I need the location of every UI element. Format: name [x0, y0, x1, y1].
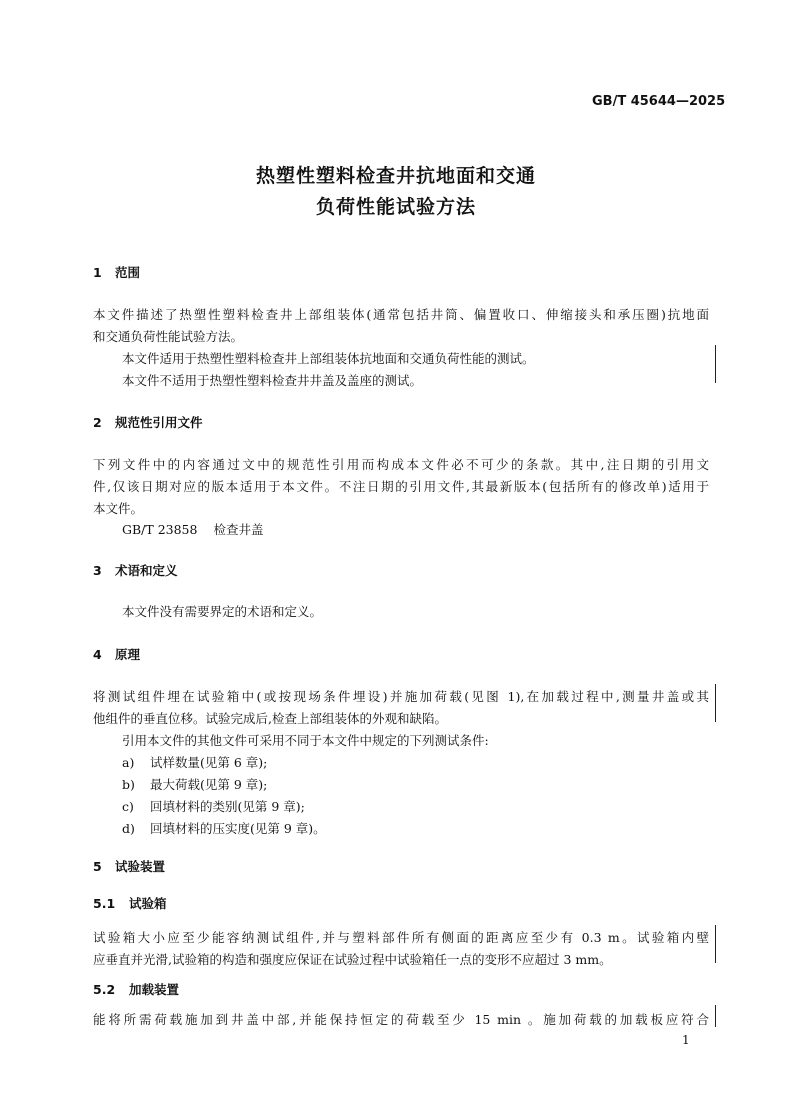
section-5-heading: [93, 857, 165, 875]
revision-change-bar: [715, 1005, 716, 1027]
page-number: 1: [682, 1033, 690, 1047]
list-item-text: 回填材料的类别(见第 9 章);: [150, 799, 305, 814]
section-1-paragraph-2: 本文件适用于热塑性塑料检查井上部组装体抗地面和交通负荷性能的测试。: [122, 351, 535, 366]
section-number: 5: [93, 859, 102, 874]
list-item: [122, 775, 267, 793]
subsection-5-1-paragraph-line-2: 应垂直并光滑,试验箱的构造和强度应保证在试验过程中试验箱任一点的变形不应超过 3 mm。: [93, 952, 612, 967]
subsection-number: 5.1: [93, 896, 116, 911]
reference-title: 检查井盖: [213, 522, 264, 537]
list-item: [122, 797, 305, 815]
section-title: 规范性引用文件: [115, 415, 203, 430]
section-1-paragraph-1-line-2: 和交通负荷性能试验方法。: [93, 329, 244, 344]
subsection-title: 加载装置: [129, 982, 180, 997]
list-item-label: a): [122, 755, 135, 770]
section-2-paragraph-line-2: 件,仅该日期对应的版本适用于本文件。不注日期的引用文件,其最新版本(包括所有的修改单)适用于: [93, 479, 709, 494]
subsection-5-1-heading: [93, 894, 167, 912]
subsection-5-2-heading: [93, 980, 179, 998]
section-title: 术语和定义: [115, 563, 178, 578]
section-1-paragraph-3: 本文件不适用于热塑性塑料检查井井盖及盖座的测试。: [122, 373, 423, 388]
subsection-5-1-paragraph-line-1: 试验箱大小应至少能容纳测试组件,并与塑料部件所有侧面的距离应至少有 0.3 m。试验箱内壁: [93, 930, 709, 945]
section-2-paragraph-line-3: 本文件。: [93, 501, 144, 516]
section-4-paragraph-1-line-2: 他组件的垂直位移。试验完成后,检查上部组装体的外观和缺陷。: [93, 711, 447, 726]
section-4-paragraph-2: 引用本文件的其他文件可采用不同于本文件中规定的下列测试条件:: [122, 733, 489, 748]
section-2-paragraph-line-1: 下列文件中的内容通过文中的规范性引用而构成本文件必不可少的条款。其中,注日期的引用文: [93, 457, 709, 472]
subsection-number: 5.2: [93, 982, 116, 997]
list-item-label: d): [122, 821, 135, 836]
subsection-title: 试验箱: [129, 896, 167, 911]
subsection-5-2-paragraph-line-1: 能将所需荷载施加到井盖中部,并能保持恒定的荷载至少 15 min 。施加荷载的加载板应符合: [93, 1012, 709, 1027]
list-item-text: 试样数量(见第 6 章);: [150, 755, 268, 770]
revision-change-bar: [715, 684, 716, 722]
section-3-heading: [93, 561, 178, 579]
document-title-line-2: 负荷性能试验方法: [315, 196, 476, 218]
section-2-heading: [93, 413, 203, 431]
section-3-paragraph: 本文件没有需要界定的术语和定义。: [122, 604, 323, 619]
section-title: 范围: [115, 265, 141, 280]
section-4-paragraph-1-line-1: 将测试组件埋在试验箱中(或按现场条件埋设)并施加荷载(见图 1),在加载过程中,测量井盖或其: [93, 689, 709, 704]
section-1-heading: [93, 263, 140, 281]
section-number: 4: [93, 647, 102, 662]
section-title: 试验装置: [115, 859, 166, 874]
reference-code: GB/T 23858: [122, 522, 198, 537]
list-item-label: b): [122, 777, 135, 792]
section-title: 原理: [115, 647, 141, 662]
section-number: 1: [93, 265, 102, 280]
list-item-text: 回填材料的压实度(见第 9 章)。: [150, 821, 326, 836]
list-item-text: 最大荷载(见第 9 章);: [150, 777, 268, 792]
standard-code: GB/T 45644—2025: [592, 94, 726, 109]
revision-change-bar: [715, 345, 716, 383]
list-item-label: c): [122, 799, 134, 814]
section-number: 2: [93, 415, 102, 430]
normative-reference: [122, 520, 263, 538]
list-item: [122, 753, 267, 771]
revision-change-bar: [715, 925, 716, 963]
section-number: 3: [93, 563, 102, 578]
document-title-line-1: 热塑性塑料检查井抗地面和交通: [255, 165, 536, 187]
list-item: [122, 819, 326, 837]
section-4-heading: [93, 645, 140, 663]
section-1-paragraph-1-line-1: 本文件描述了热塑性塑料检查井上部组装体(通常包括井筒、偏置收口、伸缩接头和承压圈)抗地面: [93, 307, 709, 322]
